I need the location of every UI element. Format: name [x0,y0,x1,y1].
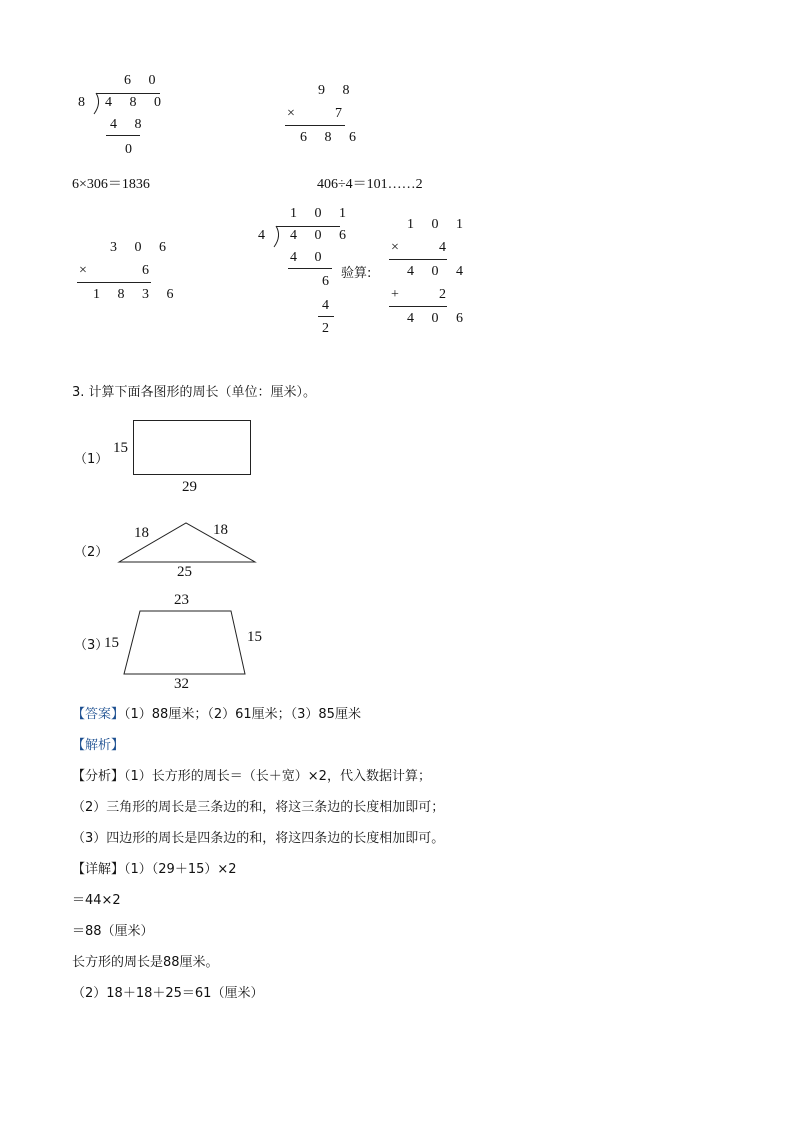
detail-line-4: 长方形的周长是88厘米。 [72,955,219,970]
multiplicand: 3 0 6 [110,240,173,255]
check-addend: 2 [439,287,446,302]
analysis-tag: 【解析】 [72,738,125,753]
division-bar [276,226,340,227]
check-multiplier: 4 [439,240,446,255]
quotient: 1 0 1 [290,206,353,221]
detail-line-5: （2）18＋18＋25＝61（厘米） [72,986,264,1001]
product: 1 8 3 6 [93,287,181,302]
subtraction-line-1 [288,268,332,269]
rectangle-shape [133,420,251,475]
answer-tag: 【答案】 [72,707,125,722]
trapezoid-right: 15 [247,629,262,645]
partial-product: 4 8 [110,117,149,132]
divisor: 8 [78,95,85,110]
product: 6 8 6 [300,130,363,145]
rectangle-width: 29 [182,479,197,495]
product-line [77,282,151,283]
question-3-title: 3. 计算下面各图形的周长（单位：厘米）。 [72,385,317,400]
fenxi-text-1: （1）长方形的周长＝（长＋宽）×2，代入数据计算； [124,769,431,784]
check-line-1 [389,259,447,260]
figure-1-label: （1） [74,452,109,467]
answer-line [72,703,361,722]
multiplier: 6 [142,263,149,278]
fenxi-line-1 [72,765,431,784]
check-times-sign: × [391,240,399,255]
times-sign: × [287,106,295,121]
partial-remainder: 6 [322,274,329,289]
check-multiplicand: 1 0 1 [407,217,470,232]
subtraction-line [106,135,140,136]
detail-line-1 [72,858,237,877]
partial-product-2: 4 [322,298,329,313]
fenxi-line-2: （2）三角形的周长是三条边的和，将这三条边的长度相加即可； [72,800,445,815]
detail-line-2: ＝44×2 [72,893,121,908]
divisor: 4 [258,228,265,243]
product-line [285,125,345,126]
check-label: 验算: [341,266,372,281]
remainder: 0 [125,142,132,157]
trapezoid-top: 23 [174,592,189,608]
dividend: 4 0 6 [290,228,353,243]
multiplicand: 9 8 [318,83,357,98]
quotient: 6 0 [124,73,163,88]
fenxi-line-3: （3）四边形的周长是四条边的和，将这四条边的长度相加即可。 [72,831,445,846]
times-sign: × [79,263,87,278]
division-bar [96,93,160,94]
triangle-left-side: 18 [134,525,149,541]
check-product: 4 0 4 [407,264,470,279]
equation-1: 6×306＝1836 [72,177,150,192]
partial-product-1: 4 0 [290,250,329,265]
subtraction-line-2 [318,316,334,317]
figure-3-label: （3） [74,638,109,653]
check-plus-sign: + [391,287,399,302]
detail-tag: 【详解】 [72,862,125,877]
figure-2-label: （2） [74,545,109,560]
equation-2: 406÷4＝101……2 [317,177,423,192]
fenxi-tag: 【分析】 [72,769,125,784]
triangle-base: 25 [177,564,192,580]
triangle-right-side: 18 [213,522,228,538]
check-result: 4 0 6 [407,311,470,326]
dividend: 4 8 0 [105,95,168,110]
remainder: 2 [322,321,329,336]
trapezoid-bottom: 32 [174,676,189,692]
answer-text: （1）88厘米；（2）61厘米；（3）85厘米 [124,707,361,722]
multiplier: 7 [335,106,342,121]
trapezoid-left: 15 [104,635,119,651]
rectangle-height: 15 [113,440,128,456]
detail-line-3: ＝88（厘米） [72,924,154,939]
check-line-2 [389,306,447,307]
detail-text-1: （1）（29＋15）×2 [124,862,237,877]
